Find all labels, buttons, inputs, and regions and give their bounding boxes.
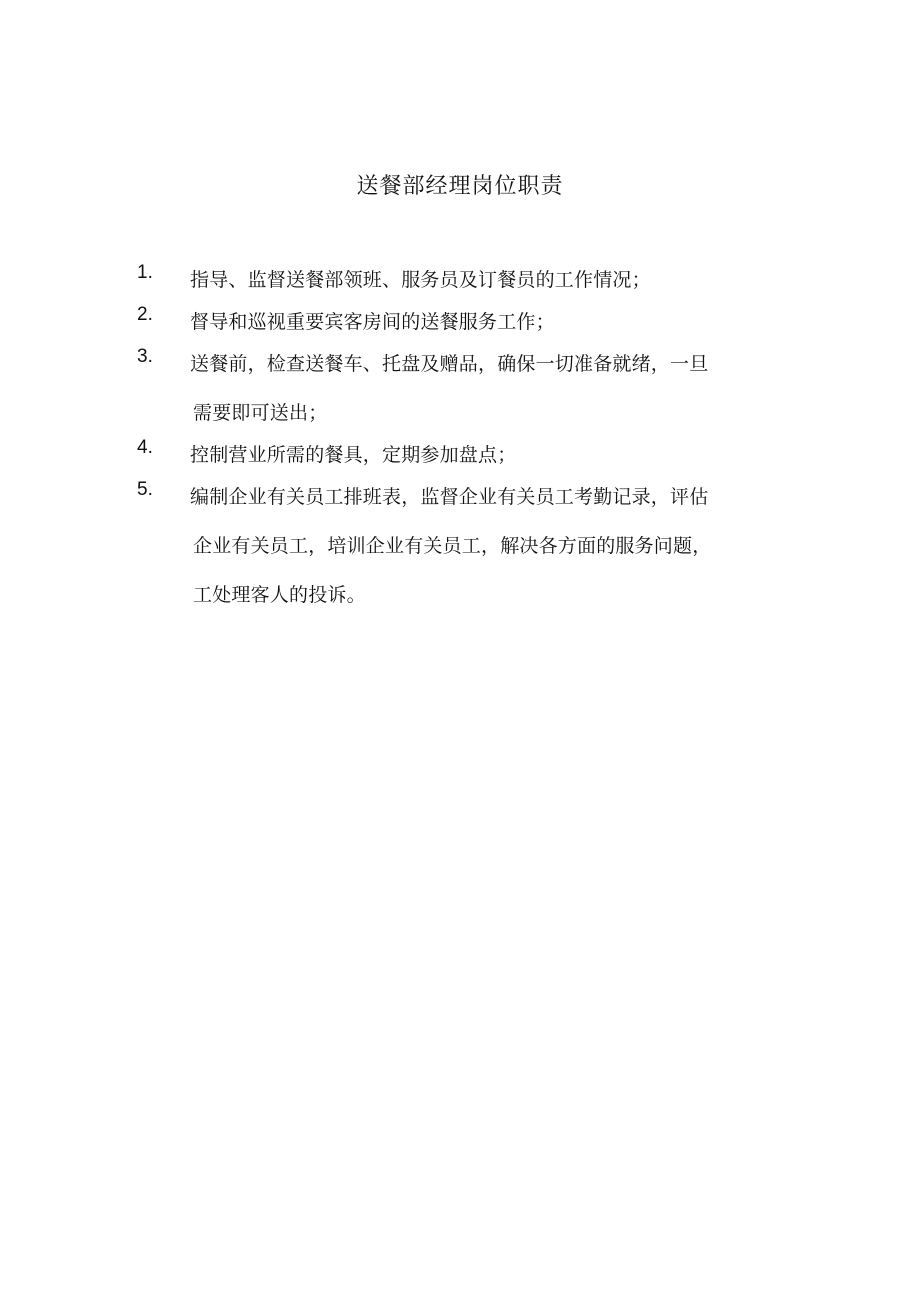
duty-line: 指导、监督送餐部领班、服务员及订餐员的工作情况；: [190, 269, 651, 291]
duty-list: [0, 263, 920, 620]
duty-item-5: [0, 473, 920, 620]
duty-line: 控制营业所需的餐具，定期参加盘点；: [190, 444, 517, 466]
duty-number: 5.: [137, 479, 153, 500]
duty-line: 编制企业有关员工排班表，监督企业有关员工考勤记录，评估: [190, 486, 709, 508]
duty-line: 需要即可送出；: [193, 402, 328, 424]
duty-number: 2.: [137, 304, 153, 325]
duty-line: 企业有关员工，培训企业有关员工，解决各方面的服务问题，: [193, 535, 712, 557]
duty-text: [190, 340, 790, 438]
duty-line: 送餐前，检查送餐车、托盘及赠品，确保一切准备就绪，一旦: [190, 353, 709, 375]
document-title: 送餐部经理岗位职责: [356, 174, 564, 199]
duty-number: 1.: [137, 262, 153, 283]
duty-number: 4.: [137, 437, 153, 458]
duty-line: 工处理客人的投诉。: [193, 584, 366, 606]
duty-number: 3.: [137, 346, 153, 367]
duty-item-3: [0, 340, 920, 438]
duty-line: 督导和巡视重要宾客房间的送餐服务工作；: [190, 311, 555, 333]
duty-text: [190, 473, 790, 620]
